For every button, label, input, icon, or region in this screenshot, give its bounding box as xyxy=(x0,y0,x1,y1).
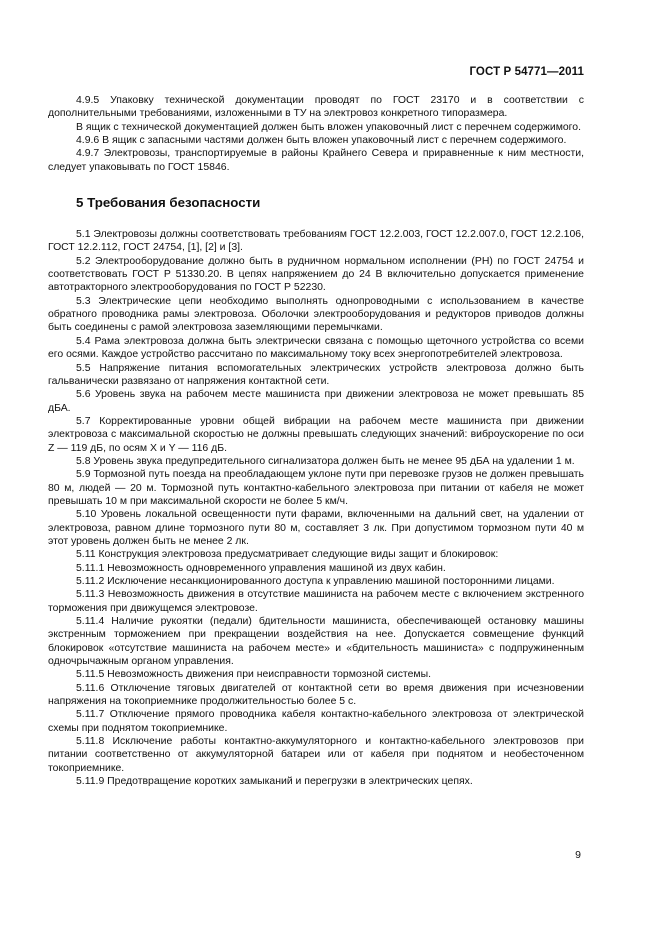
paragraph-5-11-5: 5.11.5 Невозможность движения при неисправности тормозной системы. xyxy=(76,669,431,681)
paragraph-5-11-3: 5.11.3 Невозможность движения в отсутствие машиниста на рабочем месте с включением экстренного торможения при движущемся электровозе. xyxy=(48,589,584,614)
paragraph-5-10: 5.10 Уровень локальной освещенности пути фарами, включенными на дальний свет, на удалении от электровоза, равном длине тормозного пути 80 м, составляет 3 лк. При допустимом тормозном пути 40 м этот уровень должен быть не менее 2 лк. xyxy=(48,509,584,547)
paragraph-4-9-5: 4.9.5 Упаковку технической документации проводят по ГОСТ 23170 и в соответствии с дополнительными требованиями, изложенными в ТУ на электровоз конкретного типоразмера. xyxy=(48,95,584,120)
paragraph-5-11: 5.11 Конструкция электровоза предусматривает следующие виды защит и блокировок: xyxy=(76,549,499,561)
paragraph-5-3: 5.3 Электрические цепи необходимо выполнять однопроводными с использованием в качестве обратного проводника рамы электровоза. Оболочки электрооборудования и редукторов приводов должны быть соединены с рамой электровоза заземляющими перемычками. xyxy=(48,295,584,334)
paragraph-5-11-7: 5.11.7 Отключение прямого проводника кабеля контактно-кабельного электровоза от электрической схемы при поднятом токоприемнике. xyxy=(48,709,584,734)
page-number: 9 xyxy=(575,849,581,861)
paragraph-5-1: 5.1 Электровозы должны соответствовать требованиям ГОСТ 12.2.003, ГОСТ 12.2.007.0, ГОСТ 12.2.106, ГОСТ 12.2.112, ГОСТ 24754, [1], [2] и [3]. xyxy=(48,229,584,254)
paragraph-5-7: 5.7 Корректированные уровни общей вибрации на рабочем месте машиниста при движении электровоза с максимальной скоростью не должны превышать следующих значений: виброускорение по оси Z — 119 дБ, по осям X и Y — 116 дБ. xyxy=(48,415,584,454)
paragraph-4-9-6: 4.9.6 В ящик с запасными частями должен быть вложен упаковочный лист с перечнем содержимого. xyxy=(76,135,567,147)
paragraph-5-11-4: 5.11.4 Наличие рукоятки (педали) бдительности машиниста, обеспечивающей остановку машины экстренным торможением при прекращении воздействия на нее. Допускается совмещение функций блокировок «отсутствие машиниста на рабочем месте» и «бдительность машиниста» с подпружиненным одночрычажным органом управления. xyxy=(48,616,584,668)
paragraph-5-8: 5.8 Уровень звука предупредительного сигнализатора должен быть не менее 95 дБА на удалении 1 м. xyxy=(76,455,575,467)
paragraph-4-9-7: 4.9.7 Электровозы, транспортируемые в районы Крайнего Севера и приравненные к ним местности, следует упаковывать по ГОСТ 15846. xyxy=(48,148,584,173)
paragraph-5-5: 5.5 Напряжение питания вспомогательных электрических устройств электровоза должно быть гальванически развязано от напряжения контактной сети. xyxy=(48,362,584,387)
paragraph-5-4: 5.4 Рама электровоза должна быть электрически связана с помощью щеточного устройства со всеми его осями. Каждое устройство рассчитано по максимальному току всех энергопотребителей электровоза. xyxy=(48,335,584,361)
section-title: 5 Требования безопасности xyxy=(76,195,261,211)
paragraph-5-9: 5.9 Тормозной путь поезда на преобладающем уклоне пути при перевозке грузов не должен превышать 80 м, людей — 20 м. Тормозной путь контактно-кабельного электровоза при питании от кабеля не может превышать 10 м при максимальной скорости не более 5 км/ч. xyxy=(48,469,584,507)
paragraph-5-11-8: 5.11.8 Исключение работы контактно-аккумуляторного и контактно-кабельного электровозов при питании соответственно от аккумуляторной батареи или от кабеля при поднятом и необесточенном токоприемнике. xyxy=(48,736,584,774)
paragraph-5-11-9: 5.11.9 Предотвращение коротких замыканий и перегрузки в электрических цепях. xyxy=(76,776,473,788)
paragraph-5-11-2: 5.11.2 Исключение несанкционированного доступа к управлению машиной посторонними лицами. xyxy=(76,576,555,587)
paragraph-5-2: 5.2 Электрооборудование должно быть в рудничном нормальном исполнении (РН) по ГОСТ 24754 и соответствовать ГОСТ Р 51330.20. В цепях напряжением до 24 В включительно допускается применение автотракторного электрооборудования по ГОСТ Р 52230. xyxy=(48,255,584,294)
paragraph-5-11-6: 5.11.6 Отключение тяговых двигателей от контактной сети во время движения при исчезновении напряжения на токоприемнике продолжительностью более 5 с. xyxy=(48,682,584,708)
paragraph-4-9-5-cont: В ящик с технической документацией должен быть вложен упаковочный лист с перечнем содержимого. xyxy=(76,121,581,133)
paragraph-5-6: 5.6 Уровень звука на рабочем месте машиниста при движении электровоза не может превышать 85 дБА. xyxy=(48,389,584,414)
paragraph-5-11-1: 5.11.1 Невозможность одновременного управления машиной из двух кабин. xyxy=(76,562,446,574)
page-content xyxy=(48,94,584,789)
document-code-header: ГОСТ Р 54771—2011 xyxy=(469,66,584,78)
